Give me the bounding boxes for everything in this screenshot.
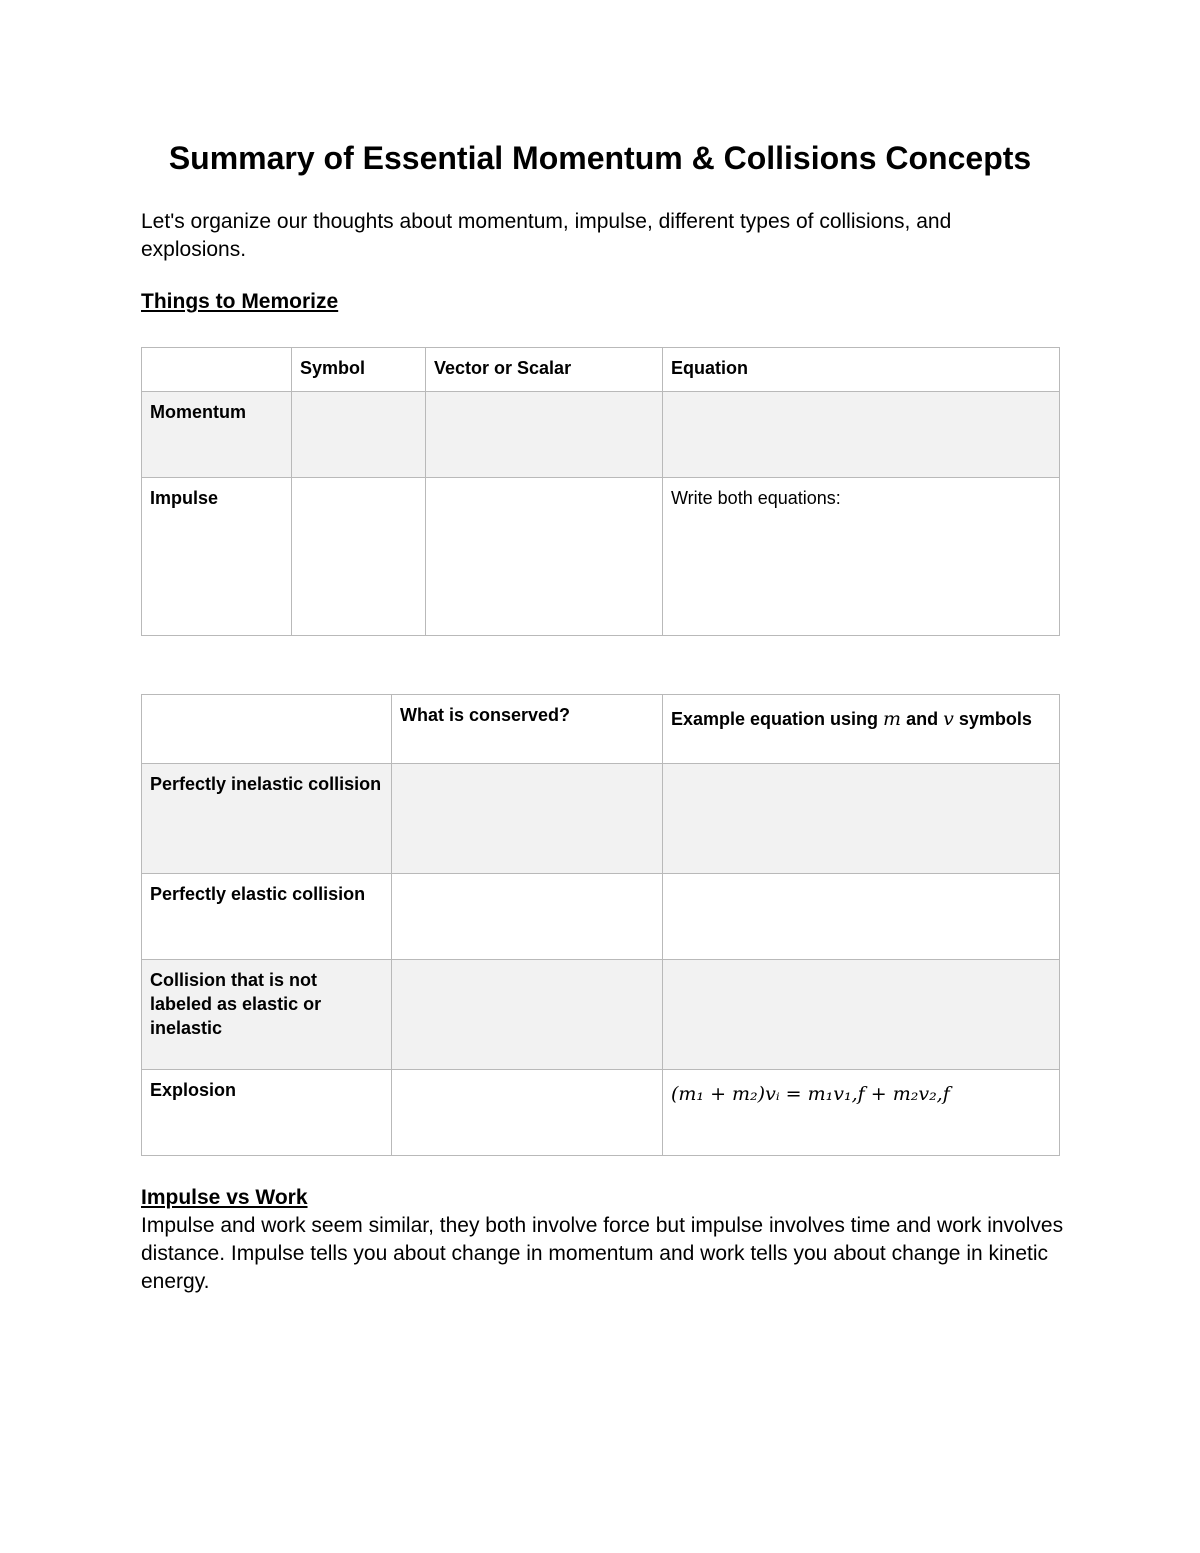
row-label-unlabeled-collision: Collision that is not labeled as elastic or inelastic [142, 960, 392, 1070]
example-header-suffix: symbols [953, 709, 1032, 729]
memorize-header-symbol: Symbol [292, 348, 426, 392]
momentum-equation-cell[interactable] [663, 392, 1060, 478]
inelastic-conserved-cell[interactable] [392, 764, 663, 874]
impulse-vector-scalar-cell[interactable] [426, 478, 663, 636]
inelastic-example-cell[interactable] [663, 764, 1060, 874]
example-header-and: and [901, 709, 944, 729]
elastic-conserved-cell[interactable] [392, 874, 663, 960]
memorize-table [141, 347, 1060, 636]
unlabeled-example-cell[interactable] [663, 960, 1060, 1070]
table-row [142, 1070, 1060, 1156]
table-row [142, 874, 1060, 960]
collisions-header-conserved: What is conserved? [392, 695, 663, 764]
example-header-m-symbol: m [883, 708, 902, 730]
memorize-header-vector-scalar: Vector or Scalar [426, 348, 663, 392]
memorize-header-equation: Equation [663, 348, 1060, 392]
page-title: Summary of Essential Momentum & Collisions Concepts [168, 140, 1032, 176]
explosion-example-equation: (m₁ + m₂)vᵢ = m₁v₁,f + m₂v₂,f [663, 1070, 1060, 1156]
collisions-header-blank [142, 695, 392, 764]
example-header-prefix: Example equation using [671, 709, 884, 729]
impulse-equation-cell[interactable]: Write both equations: [663, 478, 1060, 636]
example-header-v-symbol: v [943, 708, 954, 730]
collisions-header-row [142, 695, 1060, 764]
row-label-momentum: Momentum [142, 392, 292, 478]
collisions-table [141, 694, 1060, 1156]
things-to-memorize-heading: Things to Memorize [141, 290, 339, 313]
impulse-symbol-cell[interactable] [292, 478, 426, 636]
unlabeled-conserved-cell[interactable] [392, 960, 663, 1070]
intro-paragraph: Let's organize our thoughts about momentum, impulse, different types of collisions, and explosions. [141, 210, 952, 261]
table-row [142, 392, 1060, 478]
momentum-symbol-cell[interactable] [292, 392, 426, 478]
table-row [142, 960, 1060, 1070]
collisions-header-example [663, 695, 1060, 764]
memorize-header-row [142, 348, 1060, 392]
table-row [142, 478, 1060, 636]
impulse-vs-work-paragraph: Impulse and work seem similar, they both involve force but impulse involves time and work involves distance. Impulse tells you about change in momentum and work tells you about change in kinetic energy. [141, 1214, 1064, 1293]
memorize-header-blank [142, 348, 292, 392]
momentum-vector-scalar-cell[interactable] [426, 392, 663, 478]
row-label-explosion: Explosion [142, 1070, 392, 1156]
row-label-perfectly-elastic: Perfectly elastic collision [142, 874, 392, 960]
table-row [142, 764, 1060, 874]
row-label-impulse: Impulse [142, 478, 292, 636]
row-label-perfectly-inelastic: Perfectly inelastic collision [142, 764, 392, 874]
explosion-conserved-cell[interactable] [392, 1070, 663, 1156]
impulse-vs-work-heading: Impulse vs Work [141, 1186, 308, 1209]
elastic-example-cell[interactable] [663, 874, 1060, 960]
